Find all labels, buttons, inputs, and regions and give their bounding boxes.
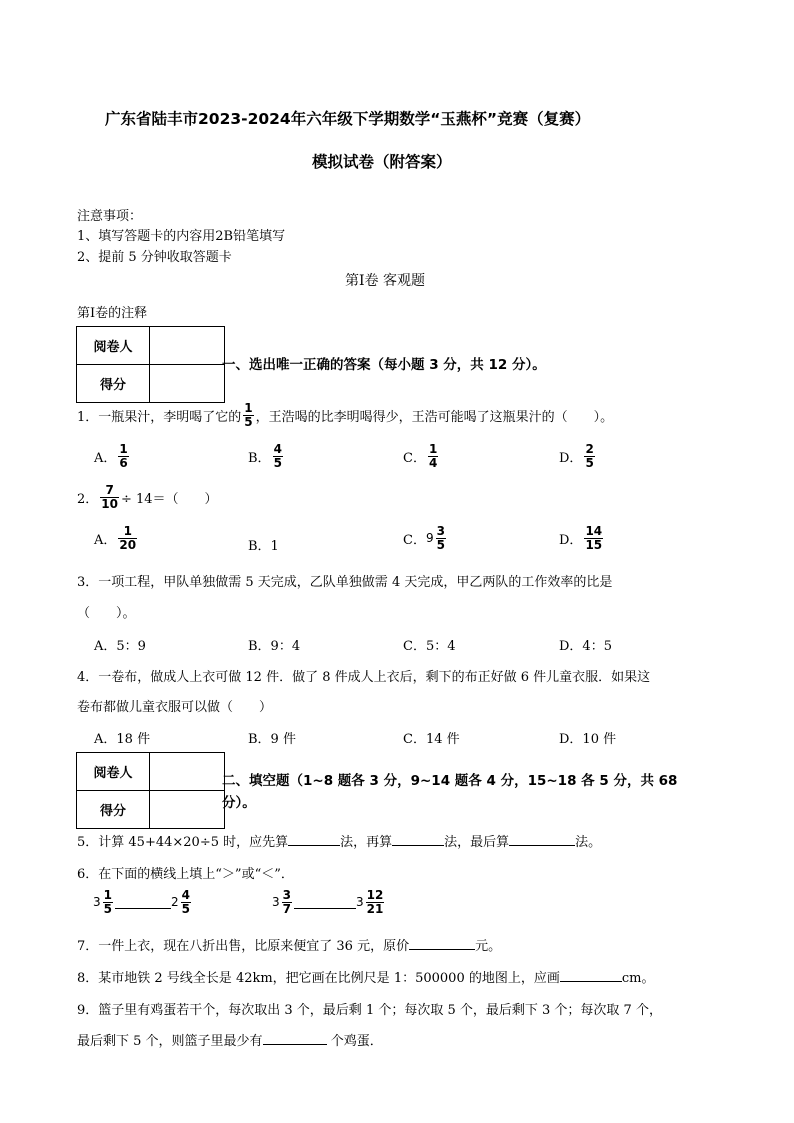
question-9-line-1: 9．篮子里有鸡蛋若干个，每次取出 3 个，最后剩 1 个；每次取 5 个，最后剩下 3 个；每次取 7 个， [77, 1003, 662, 1018]
question-7: 7．一件上衣，现在八折出售，比原来便宜了 36 元，原价 元。 [77, 939, 502, 954]
q6-pair-2: 3 $\frac{3}{7}$ 3 $\frac{12}{21}$ [272, 888, 384, 916]
grade-table-2 [76, 752, 225, 829]
reviewer-label: 阅卷人 [77, 327, 150, 365]
question-6: 6．在下面的横线上填上“＞”或“＜”． [77, 867, 294, 882]
grade-table-1 [76, 326, 225, 403]
q6-blank-2[interactable] [294, 896, 356, 909]
section-1-heading: 一、选出唯一正确的答案（每小题 3 分，共 12 分）。 [222, 357, 546, 373]
q1-option-c[interactable]: C． $\frac{1}{4}$ [403, 442, 438, 470]
reviewer-cell[interactable] [150, 753, 225, 791]
question-1 [77, 402, 613, 428]
q9-blank[interactable] [263, 1032, 327, 1045]
q3-option-b[interactable]: B．9：4 [248, 639, 301, 654]
score-cell[interactable] [150, 791, 225, 829]
q5-blank-2[interactable] [392, 833, 444, 846]
q8-blank[interactable] [560, 969, 622, 982]
q6-blank-1[interactable] [115, 896, 171, 909]
question-4-line-2: 卷布都做儿童衣服可以做（ ） [77, 700, 273, 715]
q1-text-before: 1．一瓶果汁，李明喝了它的 [77, 409, 242, 425]
question-3-line-1: 3．一项工程，甲队单独做需 5 天完成，乙队单独做需 4 天完成，甲乙两队的工作效率的比是 [77, 575, 613, 590]
q1-text-after: ，王浩喝的比李明喝得少，王浩可能喝了这瓶果汁的（ ）。 [255, 409, 614, 425]
question-5: 5．计算 45+44×20÷5 时，应先算 法，再算 法，最后算 法。 [77, 835, 602, 850]
page-title: 广东省陆丰市2023-2024年六年级下学期数学“玉燕杯”竞赛（复赛） [105, 110, 591, 128]
q3-option-c[interactable]: C．5：4 [403, 639, 456, 654]
score-cell[interactable] [150, 365, 225, 403]
q6-pair-1: 3 $\frac{1}{5}$ 2 $\frac{4}{5}$ [93, 888, 190, 916]
score-label: 得分 [77, 365, 150, 403]
notice-item-2: 2、提前 5 分钟收取答题卡 [77, 250, 232, 265]
question-4-line-1: 4．一卷布，做成人上衣可做 12 件．做了 8 件成人上衣后，剩下的布正好做 6 件儿童衣服．如果这 [77, 670, 651, 685]
section-2-heading-line-2: 分）。 [222, 795, 256, 811]
notice-heading: 注意事项： [77, 209, 143, 224]
q4-option-d[interactable]: D．10 件 [559, 732, 617, 747]
question-3-line-2: （ ）。 [77, 606, 136, 621]
reviewer-cell[interactable] [150, 327, 225, 365]
q3-option-a[interactable]: A．5：9 [94, 639, 146, 654]
score-label: 得分 [77, 791, 150, 829]
q2-option-d[interactable]: D． $\frac{14}{15}$ [559, 524, 603, 552]
q2-option-c[interactable]: C． 9 $\frac{3}{5}$ [403, 524, 445, 552]
reviewer-label: 阅卷人 [77, 753, 150, 791]
volume-title: 第Ⅰ卷 客观题 [345, 273, 425, 289]
q3-option-d[interactable]: D．4：5 [559, 639, 612, 654]
question-2: 2． $\frac{7}{10}$ ÷ 14＝（ ） [77, 483, 218, 511]
q5-blank-3[interactable] [509, 833, 575, 846]
q1-option-d[interactable]: D． $\frac{2}{5}$ [559, 442, 594, 470]
page-subtitle: 模拟试卷（附答案） [312, 153, 452, 171]
q2-option-a[interactable]: A． $\frac{1}{20}$ [94, 524, 137, 552]
q5-blank-1[interactable] [288, 833, 340, 846]
q2-fraction: $\frac{7}{10}$ [101, 483, 118, 511]
question-9-line-2: 最后剩下 5 个，则篮子里最少有 个鸡蛋． [77, 1034, 383, 1049]
q7-blank[interactable] [409, 937, 475, 950]
q4-option-b[interactable]: B．9 件 [248, 732, 296, 747]
question-8: 8．某市地铁 2 号线全长是 42km，把它画在比例尺是 1：500000 的地图上，应画 cm。 [77, 971, 655, 986]
q2-option-b[interactable]: B．1 [248, 539, 279, 554]
notice-item-1: 1、填写答题卡的内容用2B铅笔填写 [77, 229, 286, 244]
q4-option-a[interactable]: A．18 件 [94, 732, 151, 747]
q1-fraction: $\frac{1}{5}$ [244, 401, 253, 429]
section-2-heading-line-1: 二、填空题（1~8 题各 3 分，9~14 题各 4 分，15~18 各 5 分，共 68 [222, 773, 678, 789]
q1-option-b[interactable]: B． $\frac{4}{5}$ [248, 442, 282, 470]
q1-option-a[interactable]: A． $\frac{1}{6}$ [94, 442, 128, 470]
volume-note: 第Ⅰ卷的注释 [77, 306, 148, 321]
q4-option-c[interactable]: C．14 件 [403, 732, 460, 747]
